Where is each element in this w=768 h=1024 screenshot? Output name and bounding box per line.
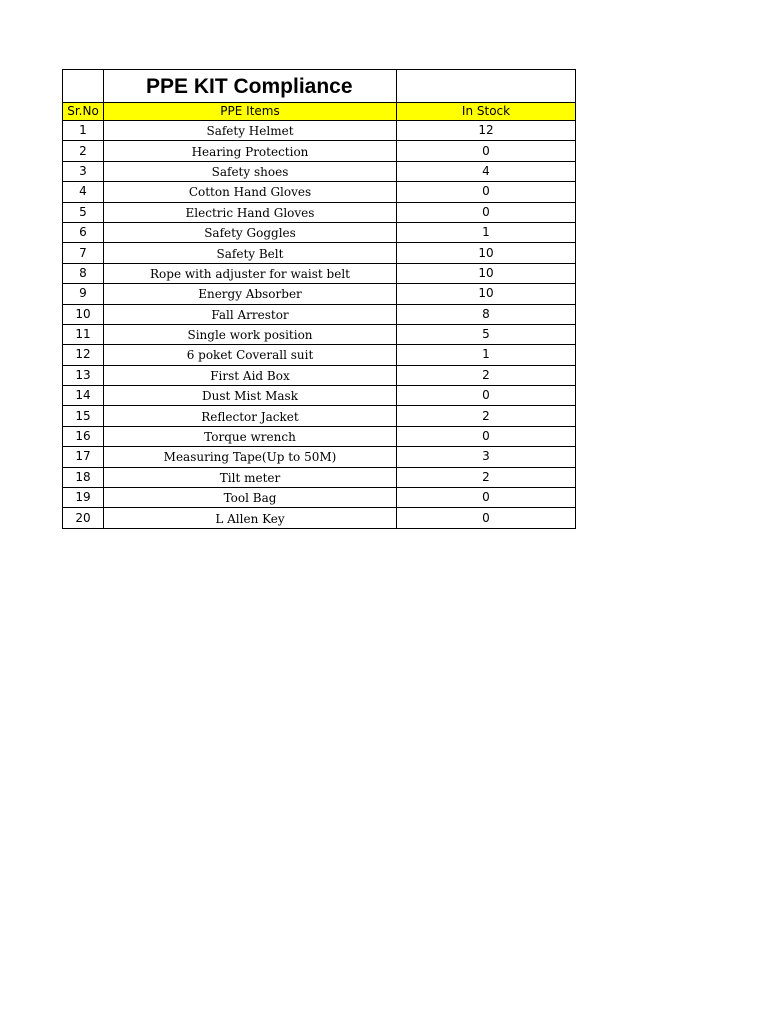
- header-row: [63, 103, 576, 121]
- sheet-title[interactable]: PPE KIT Compliance: [104, 70, 397, 103]
- srno-cell[interactable]: 12: [63, 345, 104, 365]
- in-stock-cell[interactable]: 0: [397, 141, 576, 161]
- table-row: [63, 161, 576, 181]
- ppe-item-cell[interactable]: L Allen Key: [104, 508, 397, 528]
- table-row: [63, 508, 576, 528]
- srno-cell[interactable]: 3: [63, 161, 104, 181]
- srno-cell[interactable]: 4: [63, 182, 104, 202]
- header-ppe-items[interactable]: PPE Items: [104, 103, 397, 121]
- srno-cell[interactable]: 6: [63, 222, 104, 242]
- in-stock-cell[interactable]: 0: [397, 386, 576, 406]
- in-stock-cell[interactable]: 10: [397, 263, 576, 283]
- ppe-item-cell[interactable]: Torque wrench: [104, 426, 397, 446]
- srno-cell[interactable]: 5: [63, 202, 104, 222]
- ppe-item-cell[interactable]: Reflector Jacket: [104, 406, 397, 426]
- ppe-item-cell[interactable]: Electric Hand Gloves: [104, 202, 397, 222]
- table-row: [63, 222, 576, 242]
- ppe-item-cell[interactable]: Tilt meter: [104, 467, 397, 487]
- table-row: [63, 488, 576, 508]
- srno-cell[interactable]: 14: [63, 386, 104, 406]
- in-stock-cell[interactable]: 2: [397, 365, 576, 385]
- in-stock-cell[interactable]: 1: [397, 345, 576, 365]
- header-srno[interactable]: Sr.No: [63, 103, 104, 121]
- in-stock-cell[interactable]: 0: [397, 508, 576, 528]
- table-row: [63, 324, 576, 344]
- table-row: [63, 447, 576, 467]
- in-stock-cell[interactable]: 8: [397, 304, 576, 324]
- in-stock-cell[interactable]: 10: [397, 243, 576, 263]
- table-row: [63, 365, 576, 385]
- in-stock-cell[interactable]: 4: [397, 161, 576, 181]
- in-stock-cell[interactable]: 0: [397, 202, 576, 222]
- table-row: [63, 406, 576, 426]
- table-row: [63, 263, 576, 283]
- ppe-item-cell[interactable]: Safety shoes: [104, 161, 397, 181]
- table-row: [63, 121, 576, 141]
- ppe-item-cell[interactable]: First Aid Box: [104, 365, 397, 385]
- title-blank-cell[interactable]: [63, 70, 104, 103]
- table-row: [63, 426, 576, 446]
- ppe-item-cell[interactable]: Energy Absorber: [104, 284, 397, 304]
- table-row: [63, 304, 576, 324]
- in-stock-cell[interactable]: 12: [397, 121, 576, 141]
- in-stock-cell[interactable]: 3: [397, 447, 576, 467]
- table-row: [63, 141, 576, 161]
- table-row: [63, 182, 576, 202]
- srno-cell[interactable]: 13: [63, 365, 104, 385]
- table-row: [63, 345, 576, 365]
- in-stock-cell[interactable]: 10: [397, 284, 576, 304]
- srno-cell[interactable]: 1: [63, 121, 104, 141]
- ppe-item-cell[interactable]: Tool Bag: [104, 488, 397, 508]
- in-stock-cell[interactable]: 2: [397, 406, 576, 426]
- title-blank-cell-right[interactable]: [397, 70, 576, 103]
- ppe-item-cell[interactable]: Safety Goggles: [104, 222, 397, 242]
- ppe-item-cell[interactable]: Dust Mist Mask: [104, 386, 397, 406]
- srno-cell[interactable]: 16: [63, 426, 104, 446]
- srno-cell[interactable]: 7: [63, 243, 104, 263]
- table-body: [63, 70, 576, 529]
- ppe-item-cell[interactable]: Safety Belt: [104, 243, 397, 263]
- srno-cell[interactable]: 17: [63, 447, 104, 467]
- table-row: [63, 284, 576, 304]
- srno-cell[interactable]: 8: [63, 263, 104, 283]
- ppe-item-cell[interactable]: Safety Helmet: [104, 121, 397, 141]
- srno-cell[interactable]: 19: [63, 488, 104, 508]
- srno-cell[interactable]: 11: [63, 324, 104, 344]
- in-stock-cell[interactable]: 2: [397, 467, 576, 487]
- ppe-item-cell[interactable]: Measuring Tape(Up to 50M): [104, 447, 397, 467]
- in-stock-cell[interactable]: 0: [397, 182, 576, 202]
- ppe-item-cell[interactable]: Rope with adjuster for waist belt: [104, 263, 397, 283]
- in-stock-cell[interactable]: 0: [397, 488, 576, 508]
- ppe-item-cell[interactable]: Hearing Protection: [104, 141, 397, 161]
- ppe-item-cell[interactable]: Single work position: [104, 324, 397, 344]
- table-row: [63, 386, 576, 406]
- ppe-item-cell[interactable]: Cotton Hand Gloves: [104, 182, 397, 202]
- table-row: [63, 243, 576, 263]
- in-stock-cell[interactable]: 0: [397, 426, 576, 446]
- srno-cell[interactable]: 9: [63, 284, 104, 304]
- srno-cell[interactable]: 2: [63, 141, 104, 161]
- table-row: [63, 202, 576, 222]
- in-stock-cell[interactable]: 1: [397, 222, 576, 242]
- srno-cell[interactable]: 10: [63, 304, 104, 324]
- srno-cell[interactable]: 18: [63, 467, 104, 487]
- ppe-item-cell[interactable]: Fall Arrestor: [104, 304, 397, 324]
- ppe-item-cell[interactable]: 6 poket Coverall suit: [104, 345, 397, 365]
- srno-cell[interactable]: 20: [63, 508, 104, 528]
- ppe-compliance-table: [62, 69, 576, 529]
- header-in-stock[interactable]: In Stock: [397, 103, 576, 121]
- in-stock-cell[interactable]: 5: [397, 324, 576, 344]
- title-row: [63, 70, 576, 103]
- table-row: [63, 467, 576, 487]
- srno-cell[interactable]: 15: [63, 406, 104, 426]
